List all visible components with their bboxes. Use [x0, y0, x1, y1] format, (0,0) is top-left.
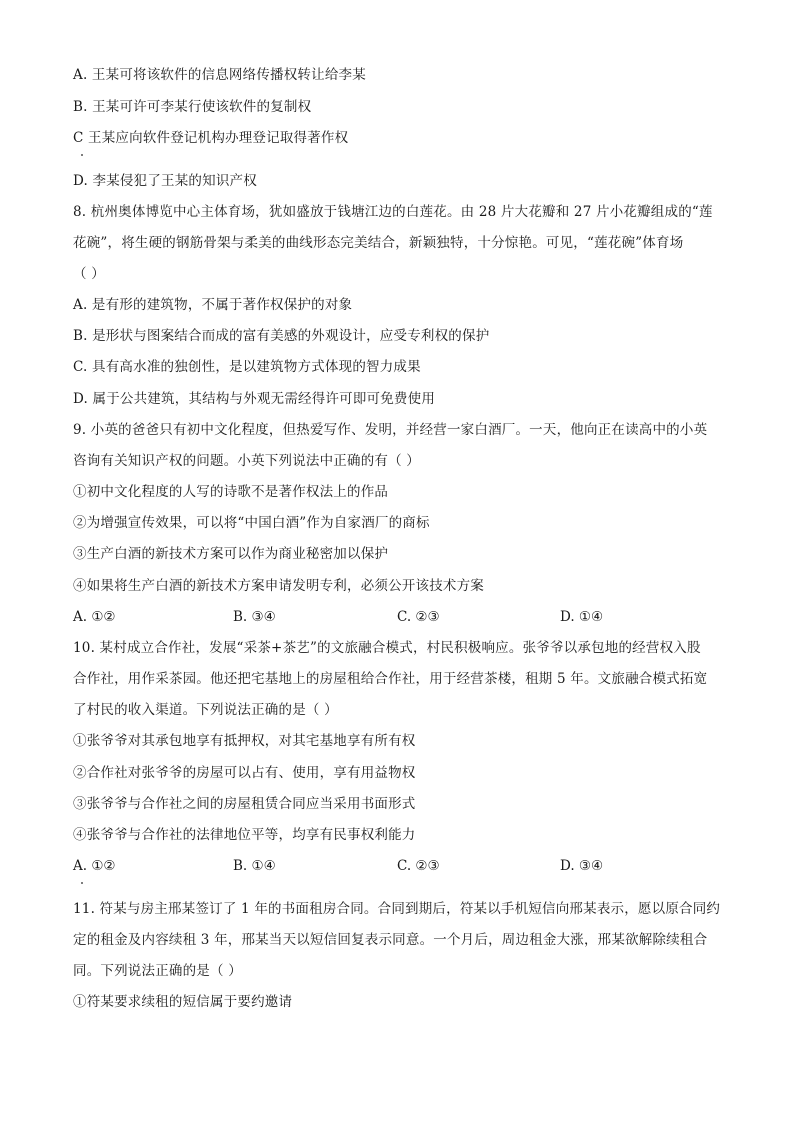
q9-statement-2: ②为增强宣传效果，可以将“中国白酒”作为自家酒厂的商标: [73, 515, 430, 531]
q8-option-b: B. 是形状与图案结合而成的富有美感的外观设计，应受专利权的保护: [73, 328, 490, 344]
q10-stem-line-1: 10. 某村成立合作社，发展“采茶+茶艺”的文旅融合模式，村民积极响应。张爷爷以承包地的经营权入股: [73, 640, 701, 656]
q8-stem-line-3: （ ）: [73, 266, 105, 282]
q10-choice-c: C. ②③: [397, 858, 440, 874]
q11-stem-line-2: 定的租金及内容续租 3 年，邢某当天以短信回复表示同意。一个月后，周边租金大涨，邢某欲解除续租合: [73, 932, 708, 948]
stray-dot: [81, 882, 83, 884]
q7-option-d: D. 李某侵犯了王某的知识产权: [73, 173, 257, 189]
q8-stem-line-2: 花碗”，将生硬的钢筋骨架与柔美的曲线形态完美结合，新颖独特，十分惊艳。可见，“莲花碗”体育场: [73, 235, 684, 251]
q7-option-b: B. 王某可许可李某行使该软件的复制权: [73, 99, 312, 115]
q9-choice-d: D. ①④: [560, 609, 604, 625]
q10-statement-2: ②合作社对张爷爷的房屋可以占有、使用，享有用益物权: [73, 765, 416, 781]
q9-choice-b: B. ③④: [233, 609, 276, 625]
q9-choice-c: C. ②③: [397, 609, 440, 625]
q11-statement-1: ①符某要求续租的短信属于要约邀请: [73, 994, 293, 1010]
stray-dot: [81, 154, 83, 156]
q10-choices: [73, 857, 733, 875]
q8-option-d: D. 属于公共建筑，其结构与外观无需经得许可即可免费使用: [73, 391, 436, 407]
q10-statement-1: ①张爷爷对其承包地享有抵押权，对其宅基地享有所有权: [73, 733, 416, 749]
q9-stem-line-1: 9. 小英的爸爸只有初中文化程度，但热爱写作、发明，并经营一家白酒厂。一天，他向正在读高中的小英: [73, 422, 708, 438]
q7-option-a: A. 王某可将该软件的信息网络传播权转让给李某: [73, 67, 366, 83]
q7-option-c: C 王某应向软件登记机构办理登记取得著作权: [73, 130, 349, 146]
q8-stem-line-1: 8. 杭州奥体博览中心主体育场，犹如盛放于钱塘江边的白莲花。由 28 片大花瓣和 27 片小花瓣组成的“莲: [73, 204, 713, 220]
q8-option-c: C. 具有高水准的独创性，是以建筑物方式体现的智力成果: [73, 359, 421, 375]
q10-stem-line-3: 了村民的收入渠道。下列说法正确的是（ ）: [73, 702, 338, 718]
q9-statement-1: ①初中文化程度的人写的诗歌不是著作权法上的作品: [73, 484, 389, 500]
q8-option-a: A. 是有形的建筑物，不属于著作权保护的对象: [73, 297, 353, 313]
q10-choice-d: D. ③④: [560, 858, 604, 874]
q9-statement-3: ③生产白酒的新技术方案可以作为商业秘密加以保护: [73, 546, 389, 562]
q9-choices: [73, 608, 733, 626]
q11-stem-line-3: 同。下列说法正确的是（ ）: [73, 963, 242, 979]
q10-statement-3: ③张爷爷与合作社之间的房屋租赁合同应当采用书面形式: [73, 796, 416, 812]
q10-statement-4: ④张爷爷与合作社的法律地位平等，均享有民事权利能力: [73, 827, 416, 843]
q9-statement-4: ④如果将生产白酒的新技术方案申请发明专利，必须公开该技术方案: [73, 578, 484, 594]
q11-stem-line-1: 11. 符某与房主邢某签订了 1 年的书面租房合同。合同到期后，符某以手机短信向邢某表示，愿以原合同约: [73, 901, 721, 917]
q10-stem-line-2: 合作社，用作采茶园。他还把宅基地上的房屋租给合作社，用于经营茶楼，租期 5 年。文旅融合模式拓宽: [73, 671, 708, 687]
q10-choice-b: B. ①④: [233, 858, 276, 874]
q9-choice-a: A. ①②: [73, 609, 116, 625]
q9-stem-line-2: 咨询有关知识产权的问题。小英下列说法中正确的有（ ）: [73, 453, 420, 469]
q10-choice-a: A. ①②: [73, 858, 116, 874]
